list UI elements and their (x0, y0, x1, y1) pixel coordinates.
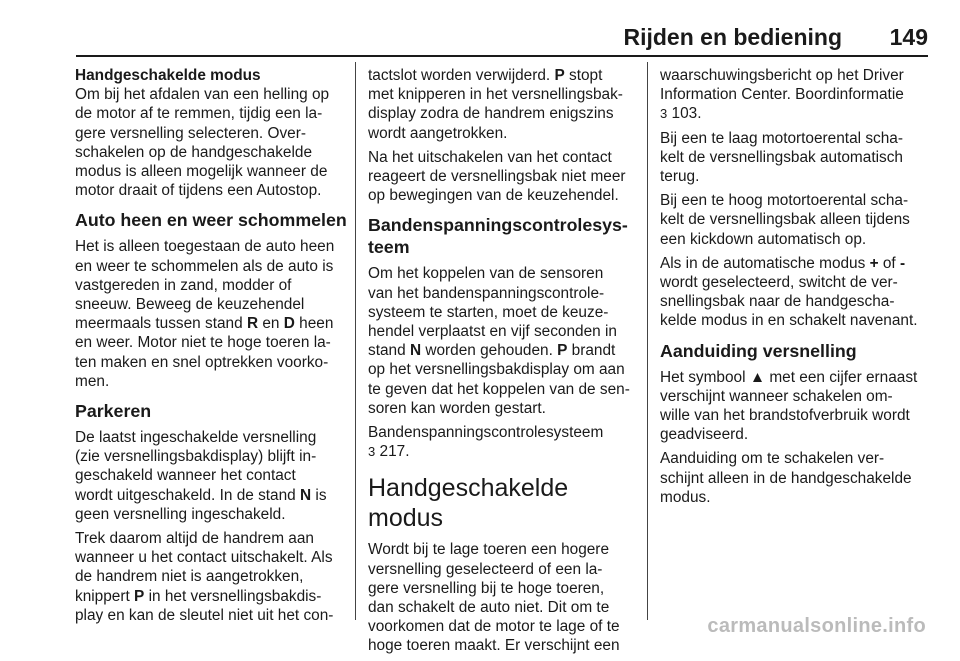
paragraph-aanduiding: Aanduiding om te schakelen ver- schijnt alleen in de handgeschakelde modus. (660, 450, 912, 506)
paragraph-laag-toerental: Bij een te laag motortoerental scha- kelt de versnellingsbak automatisch terug. (660, 129, 903, 186)
subheading-handgeschakelde-modus: Handgeschakelde modus (75, 67, 261, 84)
heading-parkeren: Parkeren (75, 401, 152, 422)
paragraph-contact: Na het uitschakelen van het contact reageert de versnellingsbak niet meer op bewegingen van de keuzehendel. (368, 148, 626, 205)
column-divider-2 (647, 62, 648, 620)
heading-handgeschakelde-modus: Handgeschakelde modus (368, 474, 569, 533)
paragraph-parkeren-1: De laatst ingeschakelde versnelling (zie versnellingsbakdisplay) blijft in- geschakeld wanneer het contact wordt uitgeschakeld. In de stand N is geen versnelling ingeschakeld. (75, 429, 327, 523)
paragraph-automatische-modus: Als in de automatische modus + of - wordt geselecteerd, switcht de ver- snellingsbak naar de handgescha- kelde modus in en schakelt navenant. (660, 254, 918, 330)
shift-up-icon: ▲ (749, 368, 766, 386)
paragraph-hoog-toerental: Bij een te hoog motortoerental scha- kelt de versnellingsbak alleen tijdens een kickdown automatisch op. (660, 192, 910, 248)
heading-bandenspanning: Bandenspanningscontrolesys- teem (368, 215, 628, 258)
page-reference-icon: 3 (660, 106, 668, 122)
column-3 (660, 66, 936, 512)
page-number: 149 (889, 24, 928, 50)
paragraph-symbool: Het symbool ▲ met een cijfer ernaast verschijnt wanneer schakelen om- wille van het brandstofverbruik wordt geadviseerd. (660, 368, 918, 444)
paragraph-sensoren: Om het koppelen van de sensoren van het bandenspanningscontrole- systeem te starten, moet de keuze- hendel verplaatst en vijf seconden in stand N worden gehouden. P brandt op het versnellingsbakdisplay om aan te geven dat het koppelen van de sen- soren kan worden gestart. (368, 265, 630, 417)
page-header (0, 0, 960, 56)
heading-aanduiding-versnelling: Aanduiding versnelling (660, 340, 857, 361)
watermark: carmanualsonline.info (707, 615, 926, 637)
paragraph-bandenspanning-ref: Bandenspanningscontrolesysteem 3 217. (368, 424, 604, 461)
paragraph-afdalen: Om bij het afdalen van een helling op de motor af te remmen, tijdig een la- gere versnelling selecteren. Over- schakelen op de handgeschakelde modus is alleen mogelijk wanneer de motor draait of tijdens een Autostop. (75, 86, 330, 200)
column-divider-1 (355, 62, 356, 620)
paragraph-waarschuwing: waarschuwingsbericht op het Driver Information Center. Boordinformatie 3 103. (660, 67, 904, 123)
paragraph-parkeren-2: Trek daarom altijd de handrem aan wanneer u het contact uitschakelt. Als de handrem niet is aangetrokken, knippert P in het versnellingsbakdis- play en kan de sleutel niet uit het con- (75, 530, 334, 624)
paragraph-schommelen: Het is alleen toegestaan de auto heen en weer te schommelen als de auto is vastgereden in zand, modder of sneeuw. Beweeg de keuzehendel meermaals tussen stand R en D heen en weer. Motor niet te hoge toeren la- ten maken en snel optrekken voorko- men. (75, 238, 335, 390)
column-1 (75, 66, 351, 630)
column-2 (368, 66, 644, 661)
heading-schommelen: Auto heen en weer schommelen (75, 210, 347, 231)
page-reference-icon: 3 (368, 444, 376, 460)
header-divider (76, 55, 928, 57)
paragraph-toeren: Wordt bij te lage toeren een hogere versnelling geselecteerd of een la- gere versnelling bij te hoge toeren, dan schakelt de auto niet. Dit om te voorkomen dat de motor te lage of te hoge toeren maakt. Er verschijnt een (368, 541, 620, 655)
paragraph-handrem: tactslot worden verwijderd. P stopt met knipperen in het versnellingsbak- display zodra de handrem enigszins wordt aangetrokken. (368, 67, 623, 142)
page-title: Rijden en bediening (623, 24, 842, 50)
